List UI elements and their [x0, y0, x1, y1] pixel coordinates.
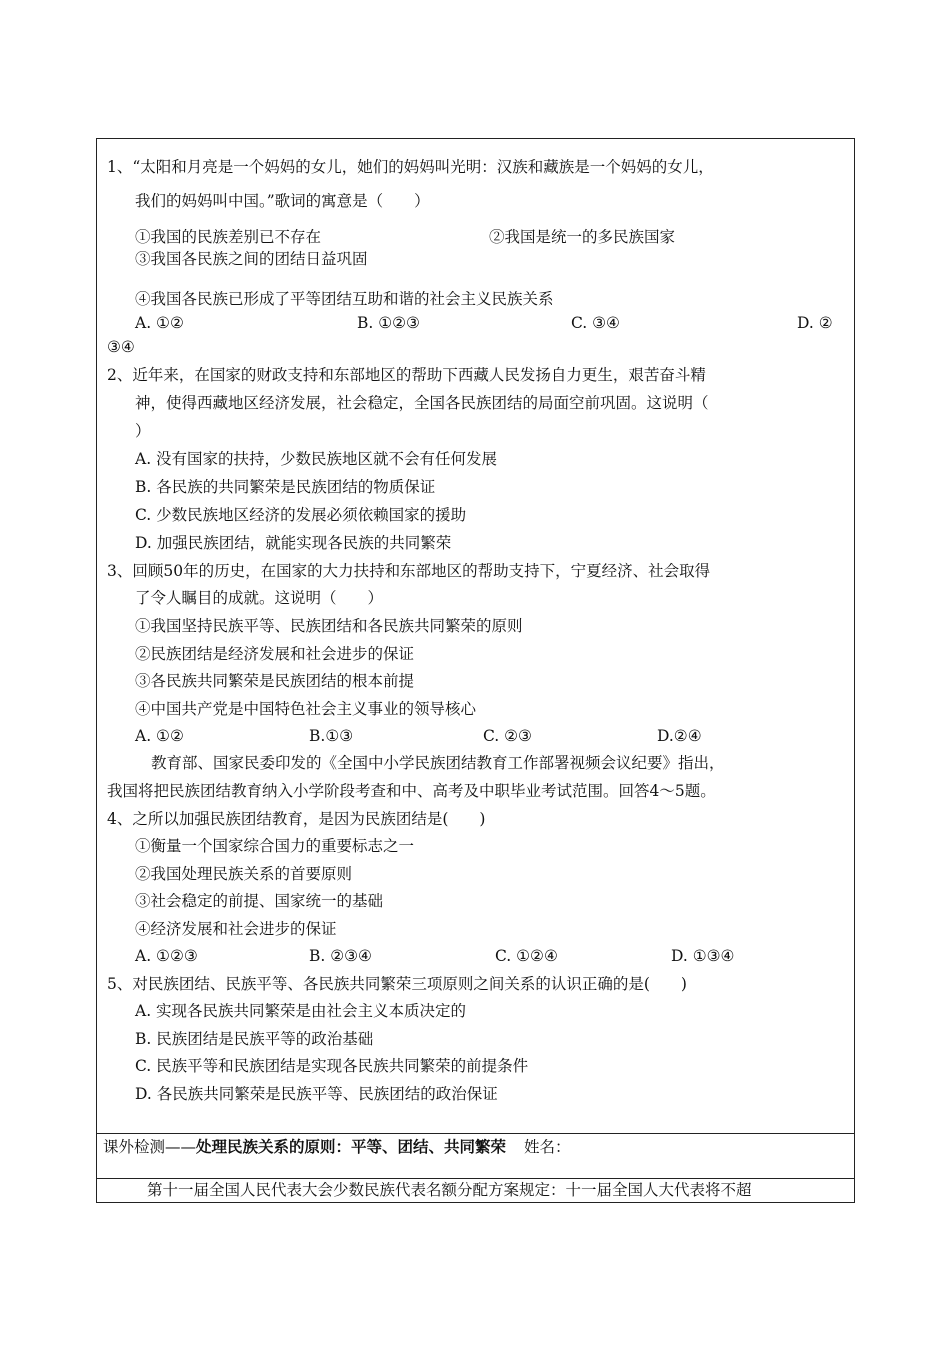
q5-option-a: A. 实现各民族共同繁荣是由社会主义本质决定的 — [135, 1002, 467, 1020]
q4-stem: 4、之所以加强民族团结教育，是因为民族团结是( ) — [107, 810, 486, 828]
q4-option-c: C. ①②④ — [495, 947, 558, 965]
q4-option-a: A. ①②③ — [135, 947, 198, 965]
q3-item3: ③各民族共同繁荣是民族团结的根本前提 — [135, 672, 415, 690]
q4-option-d: D. ①③④ — [671, 947, 735, 965]
q2-option-d: D. 加强民族团结，就能实现各民族的共同繁荣 — [135, 534, 452, 552]
q1-stem-line2: 我们的妈妈叫中国。”歌词的寓意是（ ） — [135, 192, 430, 210]
q3-stem-line1: 3、回顾50年的历史，在国家的大力扶持和东部地区的帮助支持下，宁夏经济、社会取得 — [107, 562, 711, 580]
q4-item1: ①衡量一个国家综合国力的重要标志之一 — [135, 837, 415, 855]
q3-item4: ④中国共产党是中国特色社会主义事业的领导核心 — [135, 700, 477, 718]
section-header-cell — [97, 1134, 854, 1179]
q4-item3: ③社会稳定的前提、国家统一的基础 — [135, 892, 384, 910]
q2-stem-line3: ） — [135, 422, 151, 440]
q2-option-b: B. 各民族的共同繁荣是民族团结的物质保证 — [135, 478, 436, 496]
section-title: 处理民族关系的原则：平等、团结、共同繁荣 — [196, 1137, 507, 1156]
q3-option-b: B.①③ — [309, 727, 354, 745]
questions-cell — [97, 139, 854, 1134]
q2-stem-line1: 2、近年来，在国家的财政支持和东部地区的帮助下西藏人民发扬自力更生，艰苦奋斗精 — [107, 366, 706, 384]
worksheet-table — [96, 138, 855, 1203]
q2-option-a: A. 没有国家的扶持，少数民族地区就不会有任何发展 — [135, 450, 498, 468]
q1-stem-line1: 1、“太阳和月亮是一个妈妈的女儿，她们的妈妈叫光明：汉族和藏族是一个妈妈的女儿， — [107, 158, 714, 176]
q3-stem-line2: 了令人瞩目的成就。这说明（ ） — [135, 589, 384, 607]
section-header — [103, 1137, 571, 1157]
intro-line2: 我国将把民族团结教育纳入小学阶段考查和中、高考及中职毕业考试范围。回答4～5题。 — [107, 782, 716, 800]
q4-item2: ②我国处理民族关系的首要原则 — [135, 865, 353, 883]
q1-option-b: B. ①②③ — [357, 314, 420, 332]
q4-item4: ④经济发展和社会进步的保证 — [135, 920, 337, 938]
q1-item2: ②我国是统一的多民族国家 — [489, 228, 676, 246]
q5-option-b: B. 民族团结是民族平等的政治基础 — [135, 1030, 374, 1048]
q5-stem: 5、对民族团结、民族平等、各民族共同繁荣三项原则之间关系的认识正确的是( ) — [107, 975, 687, 993]
q4-option-b: B. ②③④ — [309, 947, 372, 965]
q1-item4: ④我国各民族已形成了平等团结互助和谐的社会主义民族关系 — [135, 290, 554, 308]
q3-option-a: A. ①② — [135, 727, 184, 745]
q3-item2: ②民族团结是经济发展和社会进步的保证 — [135, 645, 415, 663]
q2-stem-line2: 神，使得西藏地区经济发展，社会稳定，全国各民族团结的局面空前巩固。这说明（ — [135, 394, 709, 412]
q1-option-d: D. ② — [797, 314, 833, 332]
q3-option-c: C. ②③ — [483, 727, 532, 745]
passage-cell — [97, 1179, 854, 1202]
intro-line1: 教育部、国家民委印发的《全国中小学民族团结教育工作部署视频会议纪要》指出， — [151, 754, 725, 772]
q1-item3: ③我国各民族之间的团结日益巩固 — [135, 250, 368, 268]
q1-option-d-wrap: ③④ — [107, 338, 135, 356]
q1-option-c: C. ③④ — [571, 314, 620, 332]
q5-option-d: D. 各民族共同繁荣是民族平等、民族团结的政治保证 — [135, 1085, 498, 1103]
q1-item1: ①我国的民族差别已不存在 — [135, 228, 322, 246]
q3-option-d: D.②④ — [657, 727, 702, 745]
q1-option-a: A. ①② — [135, 314, 184, 332]
name-label: 姓名： — [524, 1138, 571, 1156]
q3-item1: ①我国坚持民族平等、民族团结和各民族共同繁荣的原则 — [135, 617, 523, 635]
q2-option-c: C. 少数民族地区经济的发展必须依赖国家的援助 — [135, 506, 467, 524]
q5-option-c: C. 民族平等和民族团结是实现各民族共同繁荣的前提条件 — [135, 1057, 529, 1075]
passage-line1: 第十一届全国人民代表大会少数民族代表名额分配方案规定：十一届全国人大代表将不超 — [147, 1181, 752, 1199]
section-prefix: 课外检测—— — [103, 1138, 197, 1156]
